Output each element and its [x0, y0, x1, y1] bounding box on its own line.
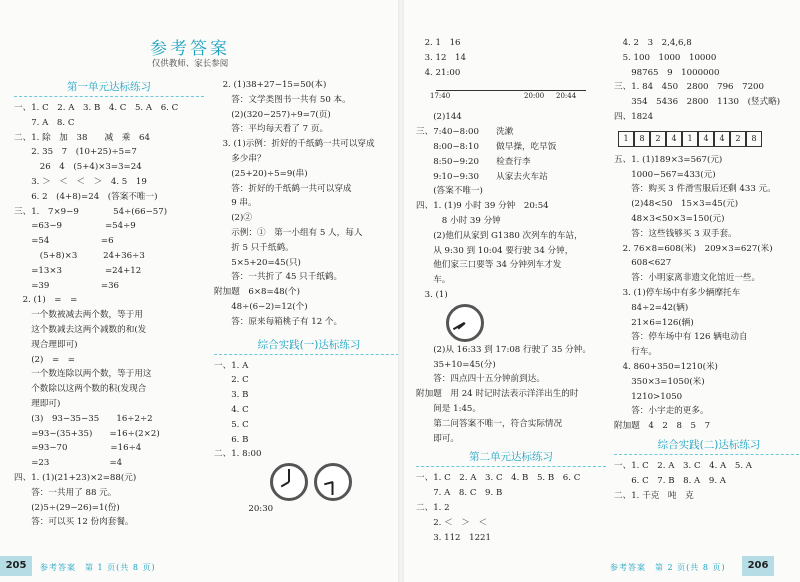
answer-line: 3. (1)示例：折好的千纸鹤一共可以穿成: [214, 139, 375, 150]
answer-line: 三、1. 7×9−9 54÷(66−57): [14, 206, 168, 217]
answer-line: 四、1. (1)(21+23)×2=88(元): [14, 472, 137, 483]
answer-lines: [416, 110, 606, 302]
answer-line: 附加题 6×8=48(个): [214, 287, 300, 298]
answer-line: 二、1. 除 加 38 减 乘 64: [14, 132, 150, 143]
page-number: 206: [742, 556, 774, 576]
footer-label: 参考答案 第 2 页(共 8 页): [610, 563, 726, 572]
answer-line: 3. 12 14: [416, 52, 466, 63]
answer-line: (2)(320−257)÷9=7(页): [214, 109, 331, 120]
answer-line: 一、1. C 2. A 3. C 4. B 5. B 6. C: [416, 473, 581, 484]
lattice-cell: 8: [746, 131, 762, 147]
answer-line: 4. 860+350=1210(米): [614, 361, 718, 372]
answer-line: 2. ＜ ＞ ＜: [416, 517, 488, 528]
lattice-cell: 1: [682, 131, 698, 147]
answer-key-subtitle: 仅供教师、家长参阅: [151, 59, 229, 69]
answer-line: 一个数连除以两个数，等于用这: [14, 369, 152, 380]
answer-line: (25+20)÷5=9(串): [214, 168, 308, 179]
answer-lines: [614, 36, 800, 125]
answer-line: 二、1. 2: [416, 502, 450, 513]
answer-line: 6. 2 (4+8)=24 (答案不唯一): [14, 191, 158, 202]
answer-lines: [14, 101, 204, 530]
answer-line: 间是 1:45。: [416, 403, 481, 414]
answer-line: 3. B: [214, 390, 249, 401]
answer-line: 608<627: [614, 258, 672, 269]
answer-line: 9:10−9:30 从家去火车站: [416, 171, 548, 182]
answer-line: 四、1824: [614, 111, 654, 122]
answer-lines: [614, 153, 800, 434]
footer-label: 参考答案 第 1 页(共 8 页): [40, 563, 156, 572]
answer-line: 1000−567=433(元): [614, 169, 716, 180]
answer-line: 他们家三口要等 34 分钟列车才发: [416, 260, 562, 271]
answer-line: 三、7:40−8:00 洗漱: [416, 127, 514, 138]
answer-line: 答：折好的千纸鹤一共可以穿成: [214, 183, 352, 194]
answer-line: 8:50−9:20 检查行李: [416, 156, 531, 167]
answer-line: 2. (1)38+27−15=50(本): [214, 80, 327, 90]
answer-line: 五、1. (1)189×3=567(元): [614, 154, 723, 165]
answer-line: =54 =6: [14, 236, 114, 247]
answer-line: 21×6=126(辆): [614, 317, 694, 328]
answer-line: 3. 112 1221: [416, 532, 491, 543]
section-title: 综合实践(一)达标练习: [214, 338, 404, 355]
answer-line: 2. (1) = =: [14, 295, 78, 306]
lattice-multiplication-figure: [614, 125, 800, 153]
answer-line: 35+10=45(分): [416, 359, 496, 370]
answer-line: 7. A 8. C: [14, 117, 75, 128]
answer-line: 3. (1)停车场中有多少辆摩托车: [614, 287, 741, 298]
answer-line: 1210>1050: [614, 391, 683, 402]
answer-line: 7. A 8. C 9. B: [416, 488, 503, 499]
clock-8-30: [314, 463, 352, 501]
answer-line: 答：一共用了 88 元。: [14, 487, 117, 498]
answer-line: 答：平均每天看了 7 页。: [214, 124, 329, 135]
answer-lines: [214, 502, 404, 517]
answer-line: 84÷2=42(辆): [614, 302, 689, 313]
answer-line: (答案不唯一): [416, 186, 483, 197]
answer-lines: [416, 471, 606, 545]
column-1: [14, 78, 204, 530]
answer-line: (5+8)×3 24+36÷3: [14, 250, 145, 261]
answer-line: 8 小时 39 分钟: [416, 215, 501, 226]
answer-line: 2. 76×8=608(米) 209×3=627(米): [614, 243, 773, 254]
tick-label: 20:00: [524, 92, 545, 101]
answer-line: 5×5+20=45(只): [214, 257, 301, 268]
answer-line: 答：购买 3 件滑雪服后还剩 433 元。: [614, 184, 776, 195]
lattice-cell: 4: [666, 131, 682, 147]
answer-line: (2) = =: [14, 354, 75, 365]
column-4: [614, 36, 800, 503]
answer-line: 20:30: [214, 504, 274, 515]
answer-line: 二、1. 8:00: [214, 449, 262, 460]
answer-lines: [416, 36, 606, 80]
left-page: [0, 0, 398, 582]
answer-line: 48÷(6−2)=12(个): [214, 301, 308, 312]
answer-line: 9 串。: [214, 198, 257, 209]
answer-line: 354 5436 2800 1130 (竖式略): [614, 97, 781, 108]
answer-line: 4. 21:00: [416, 67, 461, 78]
answer-lines: [214, 78, 404, 330]
answer-line: 3. (1): [416, 289, 448, 300]
answer-line: 一个数被减去两个数，等于用: [14, 310, 143, 321]
answer-line: 一、1. C 2. A 3. B 4. C 5. A 6. C: [14, 103, 179, 113]
right-footer: [404, 556, 800, 576]
answer-line: 一、1. A: [214, 360, 249, 371]
answer-line: (2)从 16:33 到 17:08 行驶了 35 分钟。: [416, 344, 591, 355]
answer-lines: [214, 359, 404, 463]
right-page: [404, 0, 800, 582]
answer-line: 附加题 4 2 8 5 7: [614, 421, 711, 432]
answer-line: 350×3=1050(米): [614, 376, 705, 387]
answer-line: 答：原来每箱桃子有 12 个。: [214, 316, 343, 327]
clock-figures: [214, 462, 404, 502]
answer-line: =13×3 =24+12: [14, 265, 142, 276]
answer-lines: [416, 343, 606, 447]
answer-line: 折 5 只千纸鹤。: [214, 242, 294, 253]
lattice-cell: 2: [730, 131, 746, 147]
answer-line: 3. ＞ ＜ ＜ ＞ 4. 5 19: [14, 176, 147, 187]
answer-line: (2)48<50 15×3=45(元): [614, 199, 739, 210]
answer-line: 6. C 7. B 8. A 9. A: [614, 475, 726, 486]
column-3: [416, 36, 606, 545]
tick-label: 17:40: [430, 92, 451, 101]
answer-line: 这个数减去这两个减数的和(发: [14, 324, 147, 335]
answer-line: 4. 2 3 2,4,6,8: [614, 38, 692, 48]
answer-line: 5. 100 1000 10000: [614, 52, 717, 63]
answer-line: 答：四点四十五分钟前到达。: [416, 374, 545, 385]
answer-line: 二、1. 千克 吨 克: [614, 490, 694, 501]
answer-line: 示例：① 第一小组有 5 人，每人: [214, 227, 363, 238]
answer-line: 附加题 用 24 时记时法表示洋洋出生的时: [416, 389, 579, 400]
lattice-cell: 1: [618, 131, 634, 147]
answer-line: (2)144: [416, 112, 462, 123]
answer-line: =93−70 =16÷4: [14, 443, 142, 454]
answer-key-title: 参考答案: [150, 39, 230, 59]
section-title: 综合实践(二)达标练习: [614, 438, 800, 455]
answer-line: 一、1. C 2. A 3. C 4. A 5. A: [614, 460, 752, 471]
answer-line: 答：文学类图书一共有 50 本。: [214, 94, 351, 105]
answer-line: 6. B: [214, 434, 249, 445]
clock-7-40: [446, 304, 484, 342]
answer-line: (2)5÷(29−26)=1(份): [14, 502, 120, 513]
answer-lines: [614, 459, 800, 503]
answer-line: 多少串？: [214, 153, 266, 164]
answer-line: 答：一共折了 45 只千纸鹤。: [214, 272, 343, 283]
answer-line: 行车。: [614, 347, 657, 358]
answer-line: =39 =36: [14, 280, 120, 291]
answer-line: 个数除以这两个数的积(发现合: [14, 384, 147, 395]
column-2: [214, 78, 404, 517]
answer-line: 5. C: [214, 419, 249, 430]
answer-line: 2. C: [214, 375, 249, 386]
answer-line: 答：停车场中有 126 辆电动自: [614, 332, 748, 343]
tick-label: 20:44: [556, 92, 577, 101]
answer-line: 车。: [416, 275, 451, 286]
answer-line: 98765 9 1000000: [614, 67, 720, 78]
answer-line: 8:00−8:10 做早操，吃早饭: [416, 141, 557, 152]
answer-line: 答：这些钱够买 3 双手套。: [614, 228, 737, 239]
answer-line: (2)②: [214, 213, 252, 224]
answer-line: 即可。: [416, 433, 459, 444]
answer-line: 现合理即可): [14, 339, 78, 350]
left-footer: [0, 556, 398, 576]
section-title: 第一单元达标练习: [14, 80, 204, 97]
answer-line: 答：小明家离非遗文化馆近一些。: [614, 273, 761, 284]
answer-line: 从 9:30 到 10:04 要行驶 34 分钟，: [416, 245, 574, 256]
answer-line: =93−(35+35) =16÷(2×2): [14, 428, 160, 439]
answer-line: 2. 35 7 (10+25)÷5=7: [14, 147, 137, 158]
lattice-cell: 4: [698, 131, 714, 147]
answer-line: =63−9 =54÷9: [14, 221, 136, 232]
answer-line: 理即可): [14, 398, 61, 409]
answer-line: 2. 1 16: [416, 38, 461, 48]
clock-figure: [416, 303, 606, 343]
answer-line: 26 4 (5+4)×3=3=24: [14, 162, 142, 173]
answer-line: 48×3<50×3=150(元): [614, 213, 725, 224]
number-line-figure: [416, 80, 606, 110]
section-title: 第二单元达标练习: [416, 450, 606, 467]
answer-line: (3) 93−35−35 16÷2÷2: [14, 413, 153, 424]
lattice-cell: 8: [634, 131, 650, 147]
answer-line: 四、1. (1)9 小时 39 分钟 20:54: [416, 201, 549, 212]
answer-line: 第二问答案不唯一，符合实际情况: [416, 418, 563, 429]
answer-line: 答：小宇走的更多。: [614, 406, 709, 417]
lattice-cell: 2: [650, 131, 666, 147]
page-number: 205: [0, 556, 32, 576]
answer-line: =23 =4: [14, 458, 123, 469]
answer-line: 三、1. 84 450 2800 796 7200: [614, 82, 764, 93]
answer-line: 4. C: [214, 404, 249, 415]
lattice-cell: 4: [714, 131, 730, 147]
answer-line: (2)他们从家到 G1380 次列车的车站，: [416, 230, 583, 241]
clock-8-00: [270, 463, 308, 501]
answer-line: 答：可以买 12 份肉套餐。: [14, 517, 134, 528]
